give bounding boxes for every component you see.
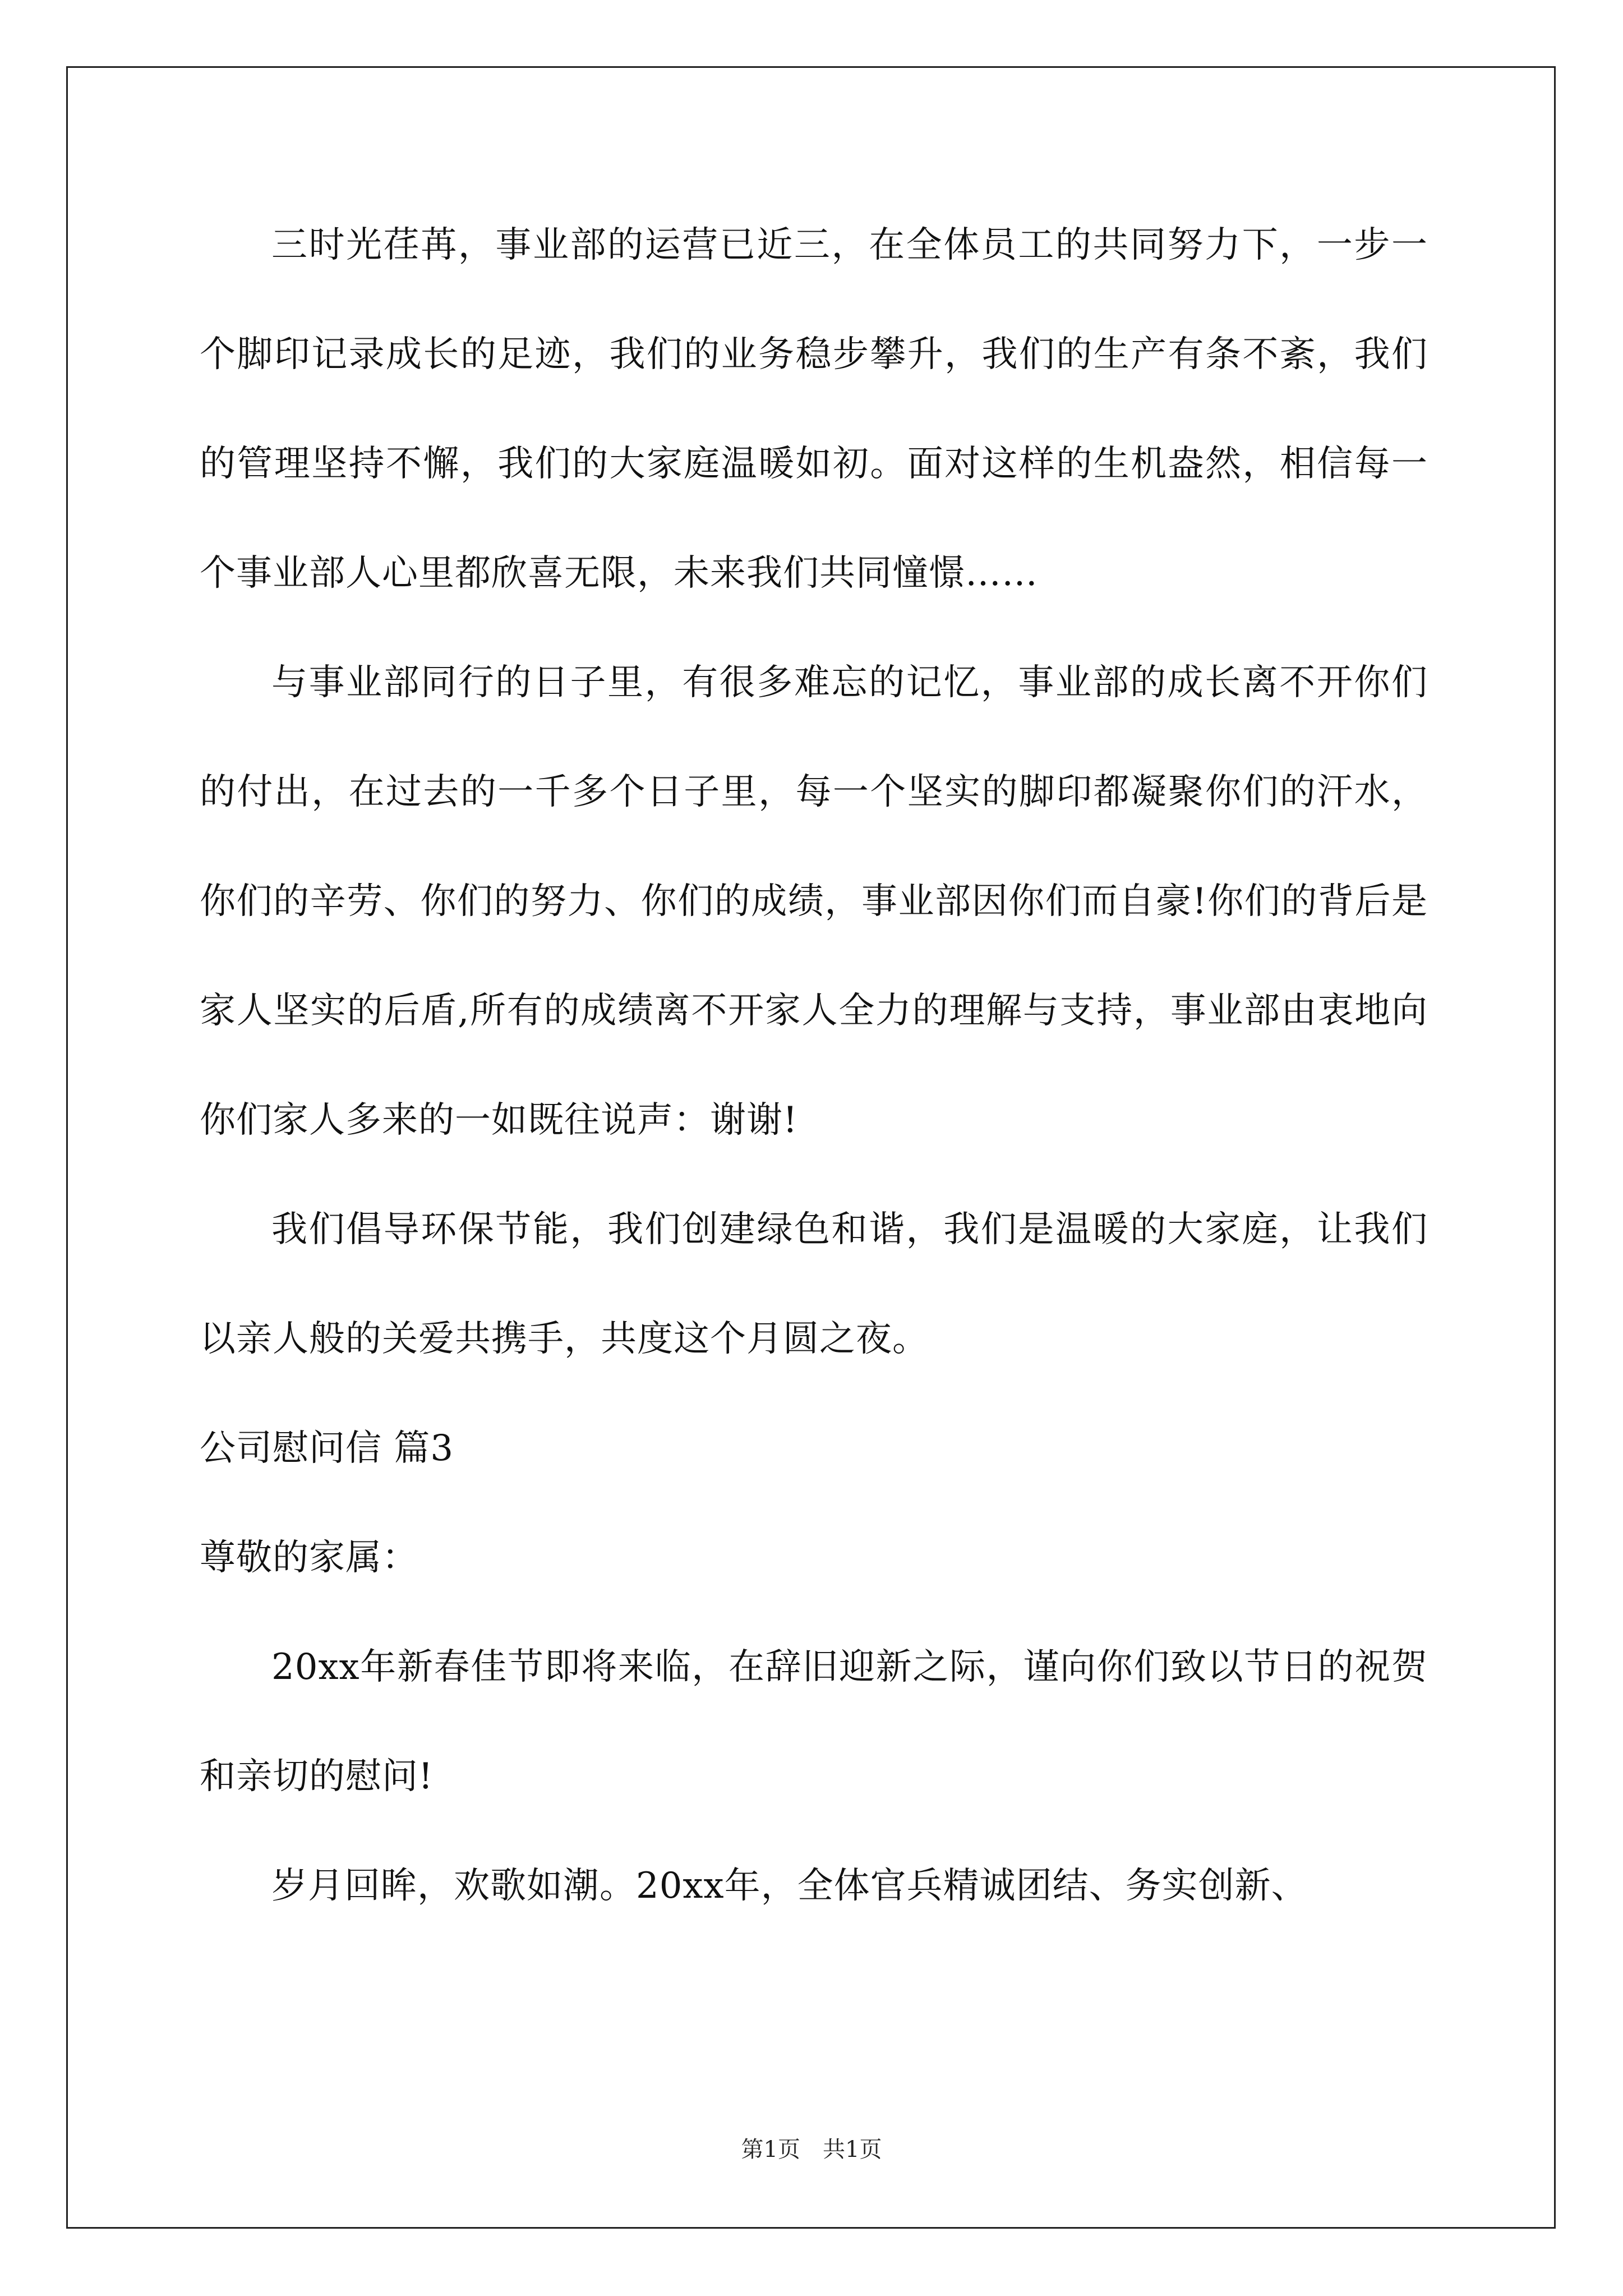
paragraph-2: 与事业部同行的日子里，有很多难忘的记忆，事业部的成长离不开你们的付出，在过去的一千多个日子里，每一个坚实的脚印都凝聚你们的汗水，你们的辛劳、你们的努力、你们的成绩，事业部因你们而自豪!你们的背后是家人坚实的后盾,所有的成绩离不开家人全力的理解与支持，事业部由衷地向你们家人多来的一如既往说声：谢谢!: [200, 662, 1428, 1141]
page-footer: [0, 2132, 1623, 2164]
paragraph-1: 三时光荏苒，事业部的运营已近三，在全体员工的共同努力下，一步一个脚印记录成长的足迹，我们的业务稳步攀升，我们的生产有条不紊，我们的管理坚持不懈，我们的大家庭温暖如初。面对这样的生机盎然，相信每一个事业部人心里都欣喜无限，未来我们共同憧憬……: [200, 224, 1428, 594]
document-body: [200, 191, 1428, 1941]
paragraph-3: 我们倡导环保节能，我们创建绿色和谐，我们是温暖的大家庭，让我们以亲人般的关爱共携手，共度这个月圆之夜。: [200, 1209, 1428, 1360]
salutation: 尊敬的家属：: [200, 1537, 418, 1579]
section-heading: 公司慰问信 篇3: [200, 1428, 454, 1469]
paragraph-7: 岁月回眸，欢歌如潮。20xx年，全体官兵精诚团结、务实创新、: [271, 1865, 1308, 1907]
page-number: 第1页: [741, 2137, 800, 2162]
paragraph-6: 20xx年新春佳节即将来临，在辞旧迎新之际，谨向你们致以节日的祝贺和亲切的慰问!: [200, 1646, 1428, 1797]
page-total: 共1页: [823, 2137, 882, 2162]
